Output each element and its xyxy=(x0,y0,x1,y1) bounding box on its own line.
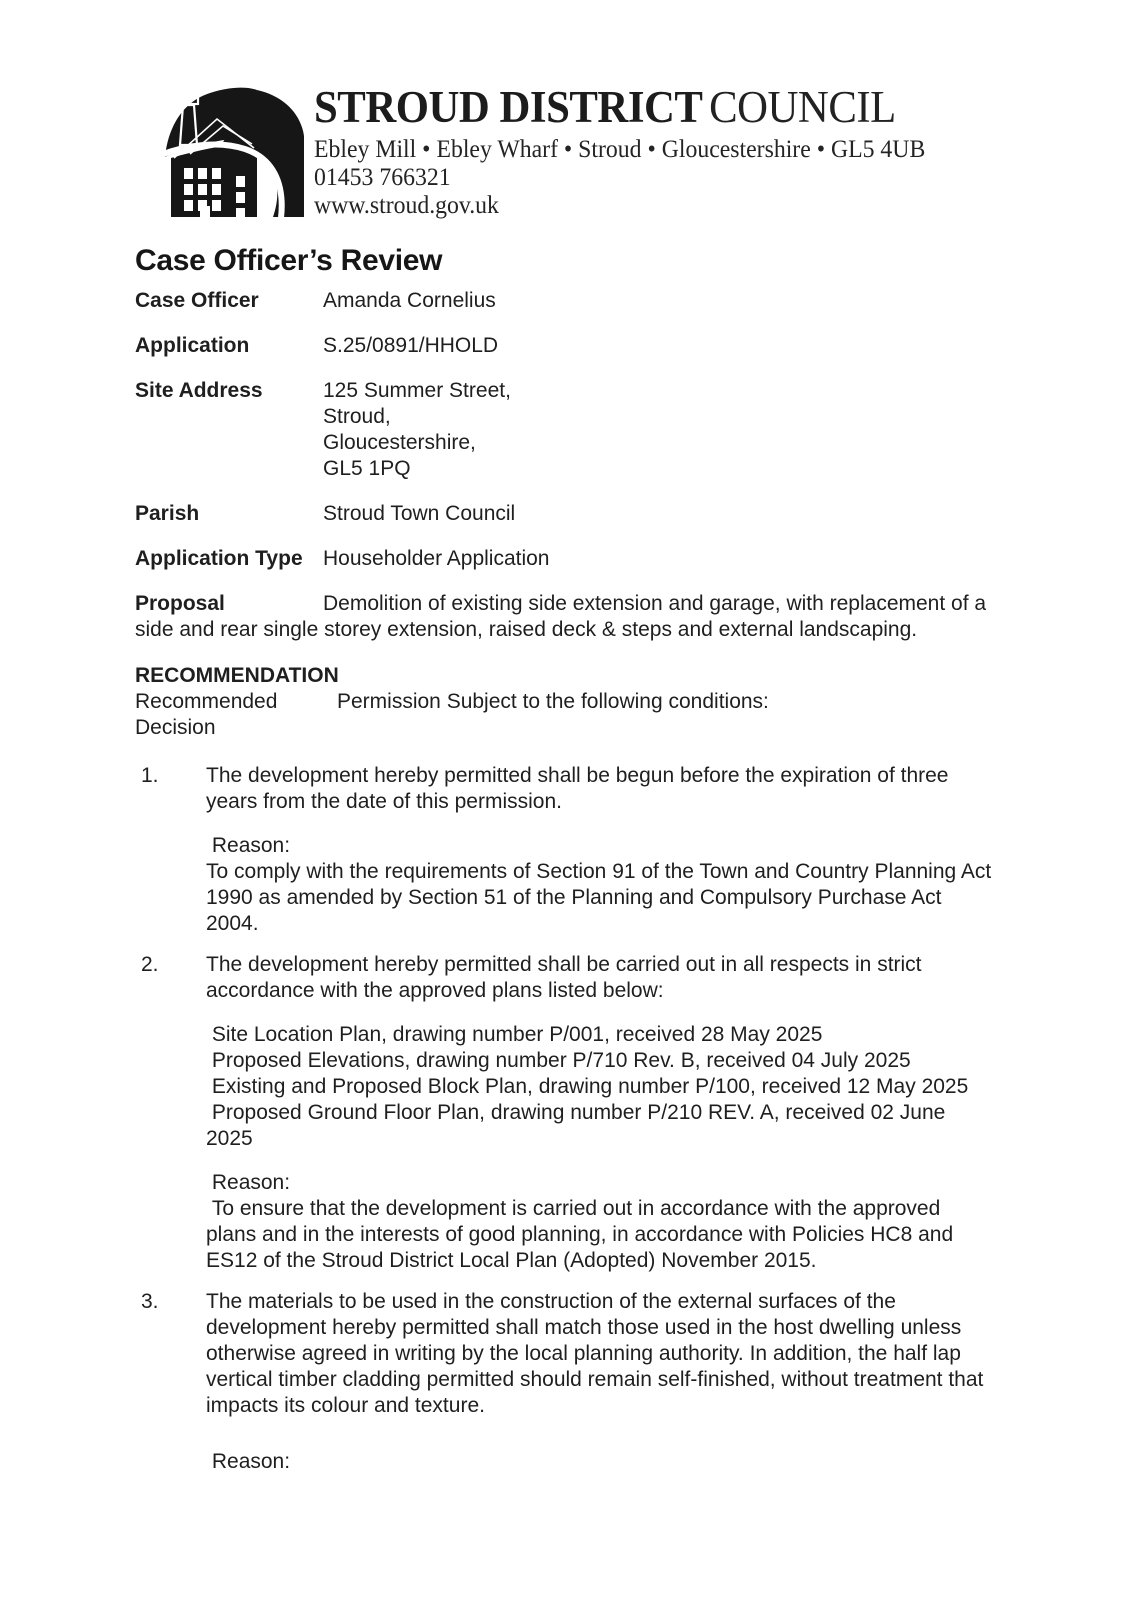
plan-item: Site Location Plan, drawing number P/001, received 28 May 2025 xyxy=(206,1023,823,1046)
stroud-mill-logo-icon xyxy=(160,84,310,220)
condition-body xyxy=(206,952,992,1274)
condition-3 xyxy=(135,1289,992,1475)
condition-number: 3. xyxy=(141,1290,159,1313)
reason-text: To comply with the requirements of Section 91 of the Town and Country Planning Act 1990 as amended by Section 51 of the Planning and Compulsory Purchase Act 2004. xyxy=(206,860,998,935)
field-value-line: Stroud, xyxy=(323,405,391,428)
field-value xyxy=(323,378,511,482)
org-name-primary: STROUD DISTRICT xyxy=(314,82,703,132)
reason-label: Reason: xyxy=(206,1171,291,1194)
field-value-line: Amanda Cornelius xyxy=(323,289,496,312)
field-value-line: 125 Summer Street, xyxy=(323,379,511,402)
recommended-decision-label: Recommended Decision xyxy=(135,690,278,739)
field-case-officer xyxy=(135,288,992,314)
field-value xyxy=(323,501,515,527)
field-value-line: Gloucestershire, xyxy=(323,431,476,454)
field-value-line: S.25/0891/HHOLD xyxy=(323,334,499,357)
field-parish xyxy=(135,501,992,527)
field-label: Parish xyxy=(135,502,200,525)
letterhead-text xyxy=(314,84,925,220)
condition-text: The materials to be used in the construction of the external surfaces of the development hereby permitted shall match those used in the host dwelling unless otherwise agreed in writing by the local planning authority. In addition, the half lap vertical timber cladding permitted should remain self-finished, without treatment that impacts its colour and texture. xyxy=(206,1290,990,1417)
page-title: Case Officer’s Review xyxy=(135,244,443,277)
proposal-text: Demolition of existing side extension and garage, with replacement of a side and rear single storey extension, raised deck & steps and external landscaping. xyxy=(135,592,987,641)
condition-1 xyxy=(135,763,998,937)
plan-item: Proposed Ground Floor Plan, drawing number P/210 REV. A, received 02 June 2025 xyxy=(206,1101,952,1150)
field-label: Application Type xyxy=(135,547,303,570)
org-name-secondary: COUNCIL xyxy=(709,82,896,132)
reason-text: To ensure that the development is carried out in accordance with the approved plans and in the interests of good planning, in accordance with Policies HC8 and ES12 of the Stroud District Local Plan (Adopted) November 2015. xyxy=(206,1197,959,1272)
field-value xyxy=(323,288,496,314)
approved-plans-list xyxy=(206,1022,986,1152)
condition-number: 1. xyxy=(141,764,159,787)
field-label: Application xyxy=(135,334,250,357)
recommended-decision-value: Permission Subject to the following conditions: xyxy=(337,690,769,713)
reason-label: Reason: xyxy=(206,834,291,857)
council-letterhead xyxy=(160,84,992,220)
field-value-line: Stroud Town Council xyxy=(323,502,516,525)
field-label: Site Address xyxy=(135,379,263,402)
field-value xyxy=(323,333,498,359)
plan-item: Proposed Elevations, drawing number P/710 Rev. B, received 04 July 2025 xyxy=(206,1049,911,1072)
field-label: Case Officer xyxy=(135,289,259,312)
org-wordmark xyxy=(314,84,925,130)
plan-item: Existing and Proposed Block Plan, drawing number P/100, received 12 May 2025 xyxy=(206,1075,969,1098)
condition-number: 2. xyxy=(141,953,159,976)
condition-text: The development hereby permitted shall be carried out in all respects in strict accordance with the approved plans listed below: xyxy=(206,953,928,1002)
proposal-label: Proposal xyxy=(135,592,225,615)
condition-text: The development hereby permitted shall be begun before the expiration of three years from the date of this permission. xyxy=(206,764,955,813)
field-value-line: Householder Application xyxy=(323,547,550,570)
field-value-line: GL5 1PQ xyxy=(323,457,411,480)
field-application xyxy=(135,333,992,359)
field-application-type xyxy=(135,546,992,572)
org-website: www.stroud.gov.uk xyxy=(314,192,499,219)
recommendation-heading: RECOMMENDATION xyxy=(135,664,339,687)
org-phone: 01453 766321 xyxy=(314,164,451,191)
org-address: Ebley Mill • Ebley Wharf • Stroud • Gloucestershire • GL5 4UB xyxy=(314,136,926,163)
condition-body xyxy=(206,1289,992,1475)
recommended-decision-row xyxy=(135,689,992,741)
proposal-paragraph xyxy=(135,591,992,643)
condition-2 xyxy=(135,952,992,1274)
field-value xyxy=(323,546,550,572)
reason-label: Reason: xyxy=(206,1450,291,1473)
field-site-address xyxy=(135,378,992,482)
condition-body xyxy=(206,763,998,937)
